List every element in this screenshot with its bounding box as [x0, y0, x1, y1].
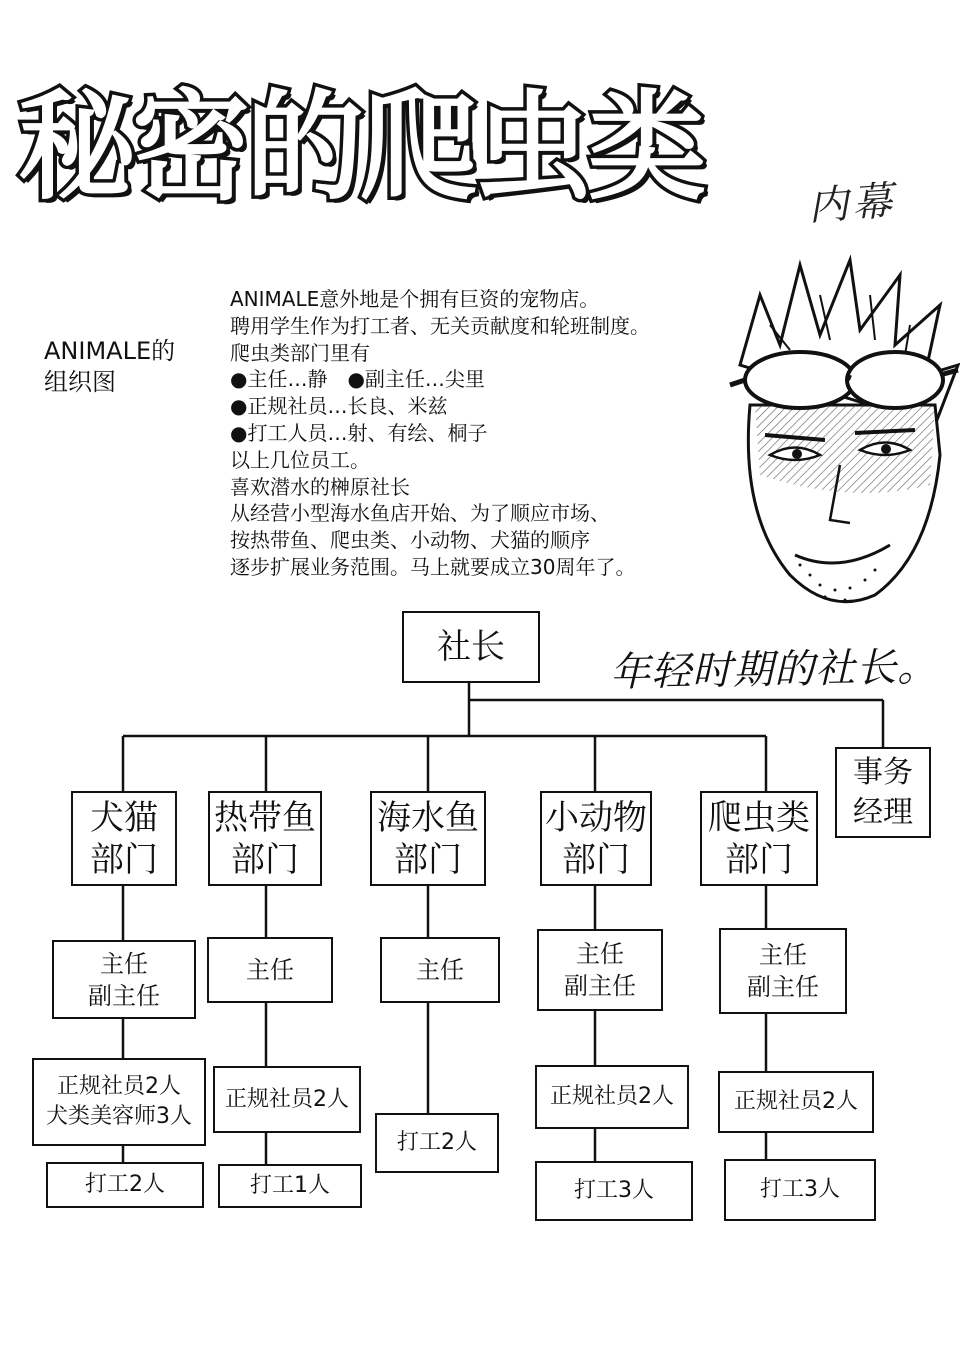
portrait-caption: 年轻时期的社长。: [609, 644, 939, 696]
parttime-count: 打工2人: [397, 1130, 477, 1155]
description-line: 喜欢潜水的榊原社长: [230, 474, 410, 499]
president-box: [402, 611, 540, 683]
manager-role: 主任: [100, 949, 148, 978]
parttime-count: 打工1人: [250, 1173, 330, 1198]
description-line: 从经营小型海水鱼店开始、为了顺应市场、: [230, 501, 610, 526]
description-line: 爬虫类部门里有: [230, 340, 370, 365]
managers-box: [537, 929, 663, 1011]
manager-role: 副主任: [564, 972, 636, 1000]
description-line: 逐步扩展业务范围。马上就要成立30周年了。: [230, 554, 636, 579]
staff-count: 正规社员2人: [550, 1084, 674, 1109]
manager-role: 主任: [576, 940, 624, 968]
parttime-box: [46, 1162, 204, 1208]
staff-box: [718, 1071, 874, 1133]
affairs-manager-label: 经理: [853, 794, 913, 830]
department-box: [540, 791, 652, 886]
affairs-manager-box: [835, 747, 931, 838]
description-line: ●主任…静 ●副主任…尖里: [230, 367, 485, 392]
managers-box: [380, 937, 500, 1003]
managers-box: [207, 937, 333, 1003]
department-name: 部门: [562, 839, 630, 880]
department-name: 部门: [725, 839, 793, 880]
department-name: 部门: [394, 839, 462, 880]
parttime-box: [724, 1159, 876, 1221]
manager-role: 副主任: [747, 973, 819, 1001]
manager-role: 主任: [759, 941, 807, 969]
page-title: 秘密的爬虫类: [18, 78, 703, 216]
parttime-box: [218, 1164, 362, 1208]
staff-count: 正规社员2人: [734, 1089, 858, 1114]
description-line: 按热带鱼、爬虫类、小动物、犬猫的顺序: [230, 528, 590, 553]
department-name: 小动物: [545, 797, 647, 838]
president-label: 社长: [437, 627, 505, 667]
department-box: [370, 791, 486, 886]
staff-box: [535, 1065, 689, 1129]
org-label-line: 组织图: [44, 368, 116, 396]
staff-count: 犬类美容师3人: [46, 1104, 192, 1129]
managers-box: [52, 940, 196, 1019]
page-subtitle: 内幕: [806, 177, 898, 231]
org-label-line: ANIMALE的: [44, 337, 176, 365]
department-name: 热带鱼: [214, 797, 316, 838]
manager-role: 主任: [246, 956, 294, 984]
department-box: [208, 791, 322, 886]
managers-box: [719, 928, 847, 1014]
parttime-count: 打工3人: [760, 1177, 840, 1202]
department-name: 犬猫: [90, 797, 158, 838]
parttime-box: [535, 1161, 693, 1221]
parttime-count: 打工3人: [574, 1178, 654, 1203]
description-line: ANIMALE意外地是个拥有巨资的宠物店。: [230, 287, 600, 311]
description-line: ●正规社员…长良、米兹: [230, 394, 448, 419]
department-name: 部门: [231, 839, 299, 880]
staff-count: 正规社员2人: [57, 1074, 181, 1099]
affairs-manager-label: 事务: [853, 754, 913, 790]
manager-role: 副主任: [88, 981, 160, 1010]
description-line: 聘用学生作为打工者、无关贡献度和轮班制度。: [230, 313, 650, 338]
parttime-box: [375, 1113, 499, 1173]
description-line: 以上几位员工。: [230, 447, 370, 472]
department-box: [700, 791, 818, 886]
description-line: ●打工人员…射、有绘、桐子: [230, 420, 488, 445]
staff-count: 正规社员2人: [225, 1086, 349, 1112]
staff-box: [32, 1058, 206, 1146]
manager-role: 主任: [416, 956, 464, 984]
department-name: 海水鱼: [377, 797, 479, 838]
department-box: [71, 791, 177, 886]
department-name: 部门: [90, 839, 158, 880]
department-name: 爬虫类: [708, 797, 810, 838]
parttime-count: 打工2人: [85, 1172, 165, 1197]
staff-box: [213, 1066, 361, 1133]
